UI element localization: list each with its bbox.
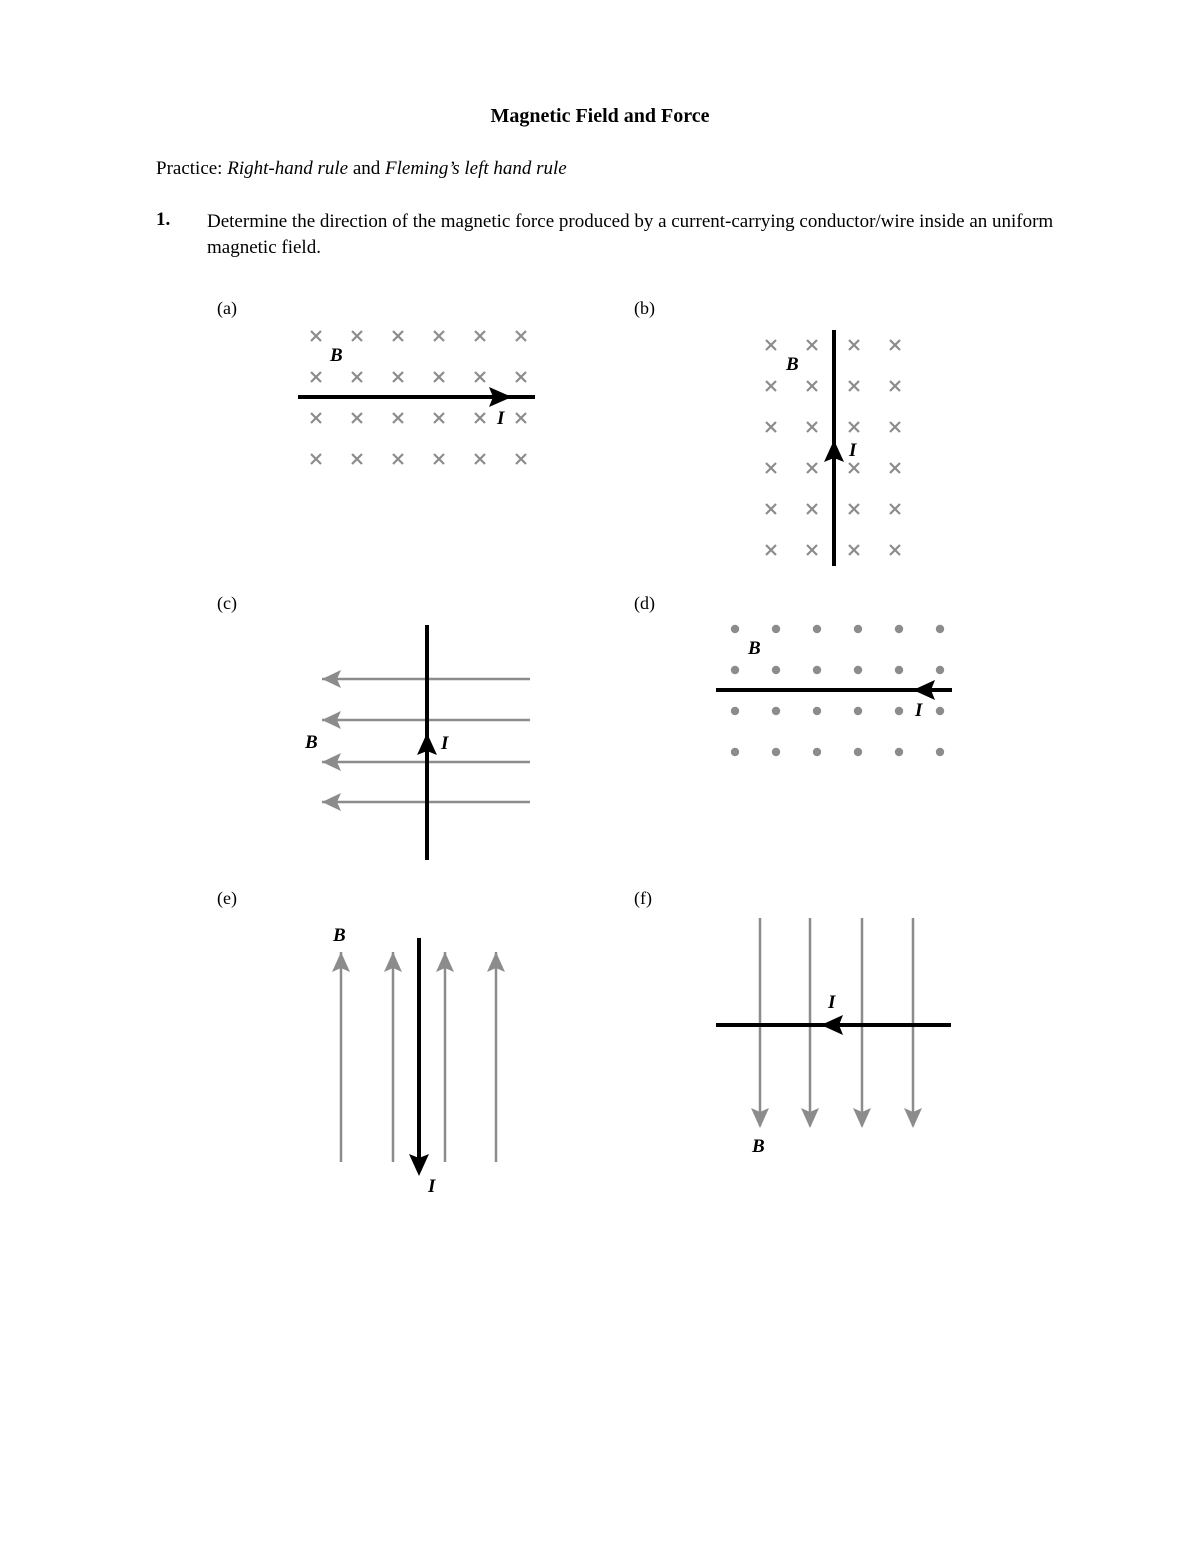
field-cross-marker [766,340,776,350]
field-dot-marker [731,625,739,633]
page-title: Magnetic Field and Force [490,105,710,127]
flemings-rule-text: Fleming’s left hand rule [385,158,567,179]
panel-c-diagram [304,625,530,860]
panel-d-diagram [716,625,952,756]
field-dot-marker [895,625,903,633]
field-cross-marker [434,413,444,423]
field-cross-marker [311,413,321,423]
field-cross-marker [393,372,403,382]
field-cross-marker [516,331,526,341]
field-dot-marker [854,666,862,674]
field-cross-marker [849,422,859,432]
field-cross-marker [890,545,900,555]
field-symbol: B [305,732,318,753]
field-cross-marker [807,381,817,391]
panel-d-label: (d) [634,593,655,613]
field-dot-marker [854,625,862,633]
field-dot-marker [772,625,780,633]
panel-f-label: (f) [634,888,652,908]
field-cross-marker [890,504,900,514]
field-cross-marker [311,331,321,341]
field-dot-marker [731,707,739,715]
field-cross-marker [434,372,444,382]
field-cross-marker [352,331,362,341]
question-number: 1. [156,209,171,230]
field-dot-marker [731,748,739,756]
field-dot-marker [936,666,944,674]
field-cross-marker [475,454,485,464]
field-symbol: B [786,354,799,375]
field-dot-marker [854,748,862,756]
field-dot-marker [813,625,821,633]
practice-prefix: Practice: [156,158,228,179]
panel-b-diagram [766,330,900,566]
field-cross-marker [766,463,776,473]
field-cross-marker [849,504,859,514]
field-cross-marker [766,545,776,555]
field-cross-marker [849,463,859,473]
current-symbol: I [828,992,836,1013]
field-cross-marker [393,331,403,341]
field-line [332,952,350,1162]
current-symbol: I [428,1176,436,1197]
field-cross-marker [766,504,776,514]
field-cross-marker [807,422,817,432]
field-line [487,952,505,1162]
field-cross-marker [890,422,900,432]
question-text: Determine the direction of the magnetic force produced by a current-carrying conductor/wire inside an uniform magnetic field. [207,211,1054,258]
field-line [436,952,454,1162]
field-cross-marker [393,454,403,464]
field-cross-marker [475,413,485,423]
field-dot-marker [813,707,821,715]
field-cross-marker [849,381,859,391]
practice-and: and [348,158,386,179]
field-cross-marker [890,340,900,350]
field-cross-marker [516,413,526,423]
field-cross-marker [807,340,817,350]
field-dot-marker [936,625,944,633]
field-cross-marker [434,331,444,341]
field-cross-marker [434,454,444,464]
field-symbol: B [333,925,346,946]
panel-c-label: (c) [217,593,237,613]
field-symbol: B [330,345,343,366]
current-symbol: I [497,408,505,429]
field-cross-marker [352,372,362,382]
field-symbol: B [752,1136,765,1157]
field-cross-marker [849,340,859,350]
field-dot-marker [813,666,821,674]
field-dot-marker [895,748,903,756]
field-cross-marker [475,331,485,341]
field-cross-marker [311,372,321,382]
panel-a-label: (a) [217,298,237,318]
panel-e-label: (e) [217,888,237,908]
current-symbol: I [441,733,449,754]
field-dot-marker [854,707,862,715]
panel-e-diagram [332,925,505,1197]
field-cross-marker [807,545,817,555]
field-dot-marker [895,707,903,715]
field-cross-marker [766,422,776,432]
field-cross-marker [475,372,485,382]
field-cross-marker [352,454,362,464]
field-cross-marker [807,504,817,514]
field-cross-marker [849,545,859,555]
field-dot-marker [772,748,780,756]
field-dot-marker [813,748,821,756]
field-line [384,952,402,1162]
panel-a-diagram [298,331,535,464]
field-cross-marker [516,372,526,382]
field-cross-marker [516,454,526,464]
field-symbol: B [748,638,761,659]
right-hand-rule-text: Right-hand rule [227,158,349,179]
field-dot-marker [936,748,944,756]
current-symbol: I [849,440,857,461]
current-symbol: I [915,700,923,721]
field-dot-marker [731,666,739,674]
field-cross-marker [890,381,900,391]
field-cross-marker [890,463,900,473]
field-cross-marker [807,463,817,473]
panel-f-diagram [716,918,951,1157]
field-cross-marker [393,413,403,423]
field-cross-marker [766,381,776,391]
field-cross-marker [352,413,362,423]
field-dot-marker [936,707,944,715]
field-dot-marker [772,707,780,715]
field-dot-marker [772,666,780,674]
panel-b-label: (b) [634,298,655,318]
field-cross-marker [311,454,321,464]
field-dot-marker [895,666,903,674]
